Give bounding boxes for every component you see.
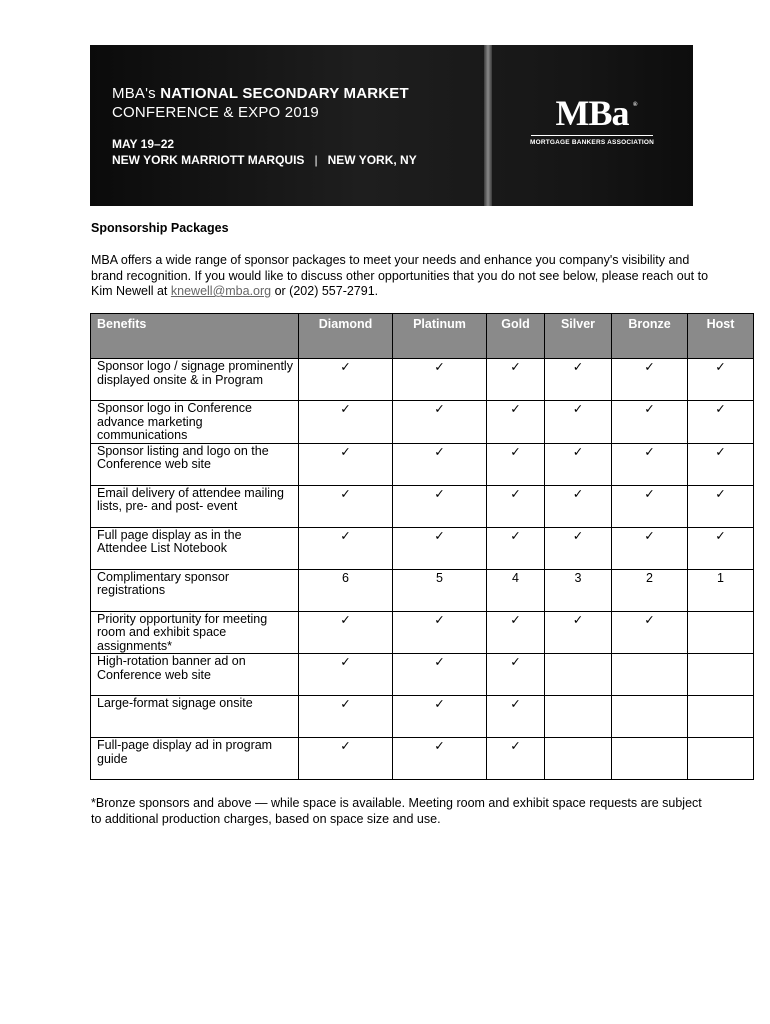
tier-value-cell: ✓ — [545, 485, 612, 527]
benefit-cell: Email delivery of attendee mailing lists, pre- and post- event — [91, 485, 299, 527]
tier-value-cell: ✓ — [487, 611, 545, 654]
column-header: Diamond — [299, 314, 393, 359]
page-heading: Sponsorship Packages — [91, 221, 229, 235]
table-header-row — [91, 314, 754, 359]
tier-value-cell: 1 — [688, 569, 754, 611]
tier-value-cell: ✓ — [393, 527, 487, 569]
tier-value-cell: ✓ — [393, 738, 487, 780]
mba-logo: MBa ® MORTGAGE BANKERS ASSOCIATION — [529, 93, 655, 146]
tier-value-cell: ✓ — [688, 485, 754, 527]
tier-value-cell: ✓ — [299, 359, 393, 401]
tier-value-cell — [688, 738, 754, 780]
tier-value-cell: 4 — [487, 569, 545, 611]
tier-value-cell: ✓ — [393, 654, 487, 696]
benefit-cell: Complimentary sponsor registrations — [91, 569, 299, 611]
tier-value-cell: ✓ — [545, 443, 612, 485]
tier-value-cell: ✓ — [612, 611, 688, 654]
tier-value-cell: ✓ — [487, 696, 545, 738]
banner-divider — [484, 45, 492, 206]
tier-value-cell: ✓ — [299, 485, 393, 527]
column-header: Host — [688, 314, 754, 359]
column-header: Silver — [545, 314, 612, 359]
tier-value-cell: ✓ — [393, 485, 487, 527]
footnote: *Bronze sponsors and above — while space is available. Meeting room and exhibit space requests are subject to additional production charges, based on space size and use. — [91, 796, 702, 826]
tier-value-cell: ✓ — [688, 401, 754, 444]
tier-value-cell: 6 — [299, 569, 393, 611]
tier-value-cell: ✓ — [299, 401, 393, 444]
tier-value-cell — [612, 654, 688, 696]
column-header: Benefits — [91, 314, 299, 359]
email-link[interactable]: knewell@mba.org — [170, 284, 272, 298]
tier-value-cell: ✓ — [487, 485, 545, 527]
tier-value-cell: ✓ — [545, 359, 612, 401]
tier-value-cell: ✓ — [299, 443, 393, 485]
tier-value-cell: ✓ — [487, 443, 545, 485]
tier-value-cell: ✓ — [393, 696, 487, 738]
tier-value-cell: ✓ — [545, 401, 612, 444]
table-row — [91, 401, 754, 444]
benefit-cell: Sponsor logo / signage prominently displayed onsite & in Program — [91, 359, 299, 401]
table-row — [91, 696, 754, 738]
tier-value-cell: ✓ — [688, 527, 754, 569]
benefit-cell: Large-format signage onsite — [91, 696, 299, 738]
table-row — [91, 443, 754, 485]
tier-value-cell: 2 — [612, 569, 688, 611]
table-row — [91, 654, 754, 696]
tier-value-cell: 3 — [545, 569, 612, 611]
tier-value-cell: ✓ — [487, 527, 545, 569]
tier-value-cell: ✓ — [487, 738, 545, 780]
benefit-cell: Full page display as in the Attendee List Notebook — [91, 527, 299, 569]
table-row — [91, 738, 754, 780]
tier-value-cell — [545, 654, 612, 696]
benefit-cell: Priority opportunity for meeting room and exhibit space assignments* — [91, 611, 299, 654]
tier-value-cell: ✓ — [688, 443, 754, 485]
tier-value-cell: ✓ — [299, 611, 393, 654]
tier-value-cell: ✓ — [612, 527, 688, 569]
banner-venue: NEW YORK MARRIOTT MARQUIS | NEW YORK, NY — [112, 153, 417, 167]
tier-value-cell: ✓ — [393, 443, 487, 485]
benefit-cell: High-rotation banner ad on Conference web site — [91, 654, 299, 696]
tier-value-cell: 5 — [393, 569, 487, 611]
column-header: Platinum — [393, 314, 487, 359]
tier-value-cell — [612, 696, 688, 738]
tier-value-cell: ✓ — [487, 359, 545, 401]
intro-paragraph: MBA offers a wide range of sponsor packages to meet your needs and enhance you company's visibility and brand recognition. If you would like to discuss other opportunities that you do not see below, please reach out to Kim Newell at knewell@mba.org or (202) 557-2791. — [91, 253, 709, 298]
tier-value-cell: ✓ — [393, 401, 487, 444]
tier-value-cell: ✓ — [487, 654, 545, 696]
column-header: Gold — [487, 314, 545, 359]
tier-value-cell: ✓ — [299, 654, 393, 696]
tier-value-cell — [688, 696, 754, 738]
tier-value-cell — [545, 696, 612, 738]
table-row — [91, 527, 754, 569]
event-banner — [90, 45, 693, 206]
benefit-cell: Full-page display ad in program guide — [91, 738, 299, 780]
tier-value-cell — [688, 611, 754, 654]
banner-title-line2: CONFERENCE & EXPO 2019 — [112, 104, 319, 121]
benefit-cell: Sponsor listing and logo on the Conference web site — [91, 443, 299, 485]
tier-value-cell: ✓ — [612, 443, 688, 485]
tier-value-cell: ✓ — [612, 359, 688, 401]
banner-title: MBA's NATIONAL SECONDARY MARKET — [112, 85, 409, 102]
tier-value-cell: ✓ — [545, 611, 612, 654]
tier-value-cell: ✓ — [688, 359, 754, 401]
tier-value-cell: ✓ — [487, 401, 545, 444]
tier-value-cell — [688, 654, 754, 696]
tier-value-cell — [545, 738, 612, 780]
tier-value-cell: ✓ — [545, 527, 612, 569]
tier-value-cell: ✓ — [612, 401, 688, 444]
tier-value-cell: ✓ — [299, 527, 393, 569]
table-row — [91, 611, 754, 654]
tier-value-cell: ✓ — [299, 738, 393, 780]
tier-value-cell: ✓ — [393, 359, 487, 401]
table-row — [91, 569, 754, 611]
benefits-table — [90, 313, 754, 780]
tier-value-cell: ✓ — [393, 611, 487, 654]
tier-value-cell: ✓ — [299, 696, 393, 738]
table-row — [91, 485, 754, 527]
column-header: Bronze — [612, 314, 688, 359]
tier-value-cell: ✓ — [612, 485, 688, 527]
tier-value-cell — [612, 738, 688, 780]
banner-dates: MAY 19–22 — [112, 137, 175, 151]
benefit-cell: Sponsor logo in Conference advance marketing communications — [91, 401, 299, 444]
table-row — [91, 359, 754, 401]
